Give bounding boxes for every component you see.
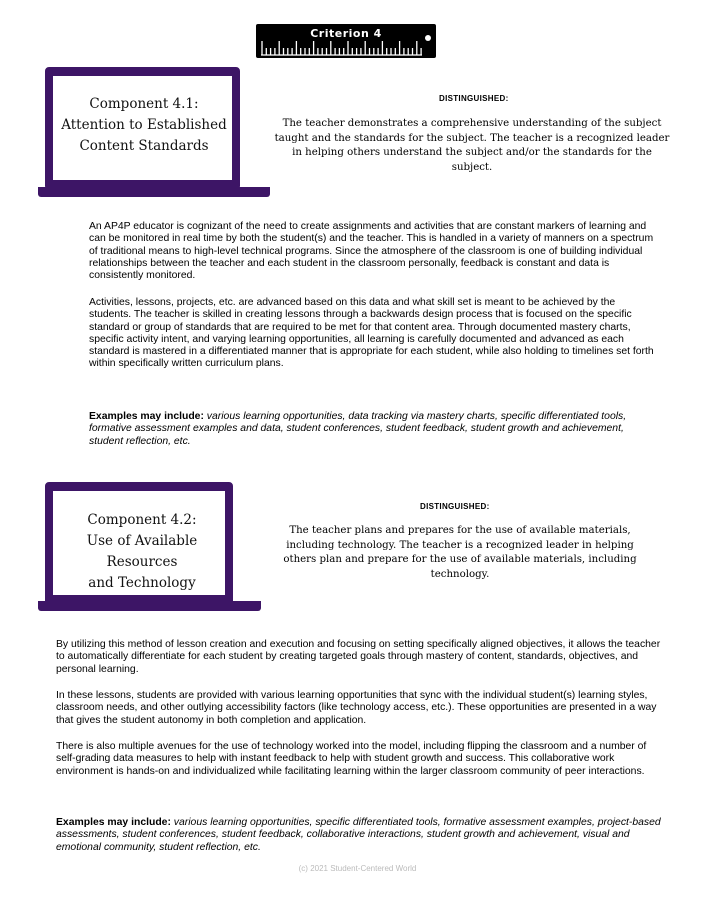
examples-text: various learning opportunities, specific differentiated tools, formative assessment examples, project-based assessments, student conferences, student feedback, collaborative interactions, student growth and achievement, visual and emotional community, student reflection, etc. <box>56 817 661 853</box>
criterion-title: Criterion 4 <box>310 27 382 40</box>
section1-paragraph: Activities, lessons, projects, etc. are advanced based on this data and what skill set is meant to be achieved by the students. The teacher is skilled in creating lessons through a backwards design process that is focused on the specific standard or group of standards that are required to be met for that content area. Through documented mastery charts, specific activity intent, and varying learning opportunities, all learning is carefully documented and advanced as each standard is mastered in a differentiated manner that is appropriate for each student, while also holding to timelines set forth within specifically written curriculum plans. <box>89 297 654 370</box>
section2-paragraph: In these lessons, students are provided with various learning opportunities that sync with the individual student(s) learning styles, classroom needs, and other outlying accessibility factors (like technology access, etc.). These opportunities are presented in a way that gives the student autonomy in both completion and application. <box>56 690 657 726</box>
section1-paragraph: An AP4P educator is cognizant of the need to create assignments and activities that are constant markers of learning and can be monitored in real time by both the student(s) and the teacher. This is handled in a variety of manners on a spectrum of traditional means to high-level technical programs. Since the atmosphere of the classroom is one of building individual relationships between the teacher and each student in the classroom personally, feedback is constant and data is consistently monitored. <box>89 221 654 282</box>
component-4-2-title: Component 4.2: Use of Available Resources and Technology <box>86 512 198 591</box>
distinguished-label: DISTINGUISHED: <box>420 502 490 511</box>
distinguished-text: The teacher demonstrates a comprehensive understanding of the subject taught and the standards for the subject. The teacher is a recognized leader in helping others understand the subject and/or the standards for the subject. <box>274 118 670 173</box>
copyright-footer: (c) 2021 Student-Centered World <box>298 864 417 873</box>
examples-label: Examples may include: <box>89 411 204 422</box>
frame-base <box>38 187 270 197</box>
distinguished-label: DISTINGUISHED: <box>439 94 509 103</box>
section2-examples <box>56 817 666 854</box>
criterion-banner <box>256 24 436 58</box>
section2-paragraph: There is also multiple avenues for the use of technology worked into the model, including flipping the classroom and a number of self-grading data measures to help with instant feedback to help with student growth and success. This collaborative work environment is hands-on and individualized while facilitating learning within the larger classroom community of peer interactions. <box>56 741 647 777</box>
component-4-1-title: Component 4.1: Attention to Established Content Standards <box>61 96 227 154</box>
section2-paragraph: By utilizing this method of lesson creation and execution and focusing on setting specifically aligned objectives, it allows the teacher to automatically differentiate for each student by creating targeted goals through mastery of content, standards, objectives, and personal learning. <box>56 639 661 675</box>
examples-text: various learning opportunities, data tracking via mastery charts, specific differentiated tools, formative assessment examples and data, student conferences, student feedback, student growth and achievement, student reflection, etc. <box>89 411 627 447</box>
examples-label: Examples may include: <box>56 817 171 828</box>
section1-examples <box>89 411 659 448</box>
distinguished-text: The teacher plans and prepares for the use of available materials, including technology. The teacher is a recognized leader in helping others plan and prepare for the use of available materials, including technology. <box>283 525 637 580</box>
frame-base <box>38 601 261 611</box>
